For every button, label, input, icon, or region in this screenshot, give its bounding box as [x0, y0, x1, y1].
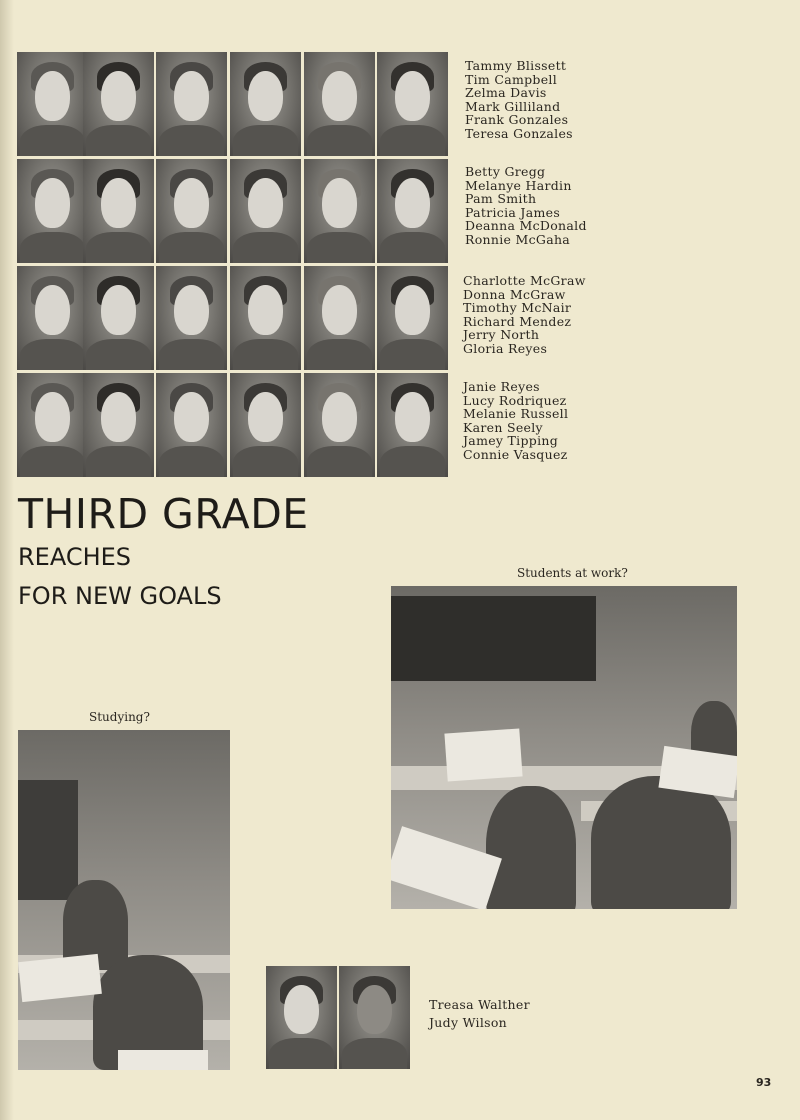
portrait-photo	[83, 266, 154, 370]
portrait-photo	[304, 52, 375, 156]
student-name: Richard Mendez	[463, 313, 572, 329]
name-list-row-2	[465, 165, 587, 247]
student-name: Timothy McNair	[463, 300, 572, 316]
portrait-photo	[230, 159, 301, 263]
student-name: Charlotte McGraw	[463, 273, 586, 288]
portrait-photo	[230, 266, 301, 370]
portrait-photo	[17, 373, 88, 477]
student-name: Karen Seely	[463, 419, 543, 435]
page-title: THIRD GRADE	[18, 490, 309, 538]
portrait-photo	[83, 159, 154, 263]
name-list-bottom	[429, 996, 530, 1032]
classroom-photo-right	[391, 586, 737, 909]
student-name: Betty Gregg	[465, 164, 546, 179]
student-name: Tammy Blissett	[465, 58, 567, 73]
name-list-row-1	[465, 59, 573, 141]
portrait-photo	[377, 266, 448, 370]
portrait-photo	[304, 266, 375, 370]
portrait-photo	[304, 159, 375, 263]
portrait-photo	[156, 266, 227, 370]
portrait-photo	[377, 52, 448, 156]
classroom-photo-left	[18, 730, 230, 1070]
portrait-photo	[377, 159, 448, 263]
student-name: Treasa Walther	[429, 997, 530, 1012]
name-list-row-3	[463, 274, 586, 356]
subtitle-line-1: REACHES	[18, 543, 132, 571]
portrait-photo	[230, 52, 301, 156]
student-name: Lucy Rodriquez	[463, 392, 567, 408]
student-name: Pam Smith	[465, 191, 537, 207]
student-name: Tim Campbell	[465, 71, 558, 87]
portrait-photo	[156, 52, 227, 156]
portrait-photo	[230, 373, 301, 477]
photo-caption-right: Students at work?	[517, 566, 628, 580]
portrait-photo	[339, 966, 410, 1069]
student-name: Donna McGraw	[463, 286, 566, 302]
portrait-photo	[17, 266, 88, 370]
student-name: Zelma Davis	[465, 85, 547, 101]
student-name: Connie Vasquez	[463, 446, 568, 462]
student-name: Teresa Gonzales	[465, 125, 573, 141]
portrait-photo	[83, 52, 154, 156]
student-name: Ronnie McGaha	[465, 231, 571, 247]
student-name: Patricia James	[465, 204, 561, 220]
portrait-photo	[304, 373, 375, 477]
page-binding-edge	[0, 0, 14, 1120]
name-list-row-4	[463, 380, 568, 462]
portrait-photo	[156, 159, 227, 263]
portrait-photo	[266, 966, 337, 1069]
portrait-photo	[17, 52, 88, 156]
student-name: Jamey Tipping	[463, 433, 559, 449]
student-name: Gloria Reyes	[463, 340, 548, 356]
student-name: Mark Gilliland	[465, 98, 561, 114]
portrait-photo	[156, 373, 227, 477]
portrait-photo	[83, 373, 154, 477]
subtitle-line-2: FOR NEW GOALS	[18, 582, 222, 610]
student-name: Janie Reyes	[463, 379, 540, 394]
student-name: Jerry North	[463, 327, 540, 343]
portrait-photo	[17, 159, 88, 263]
page-number: 93	[756, 1076, 772, 1089]
student-name: Melanye Hardin	[465, 177, 572, 193]
student-name: Melanie Russell	[463, 406, 569, 422]
student-name: Judy Wilson	[429, 1015, 508, 1030]
student-name: Deanna McDonald	[465, 218, 587, 234]
photo-caption-left: Studying?	[89, 710, 150, 724]
portrait-photo	[377, 373, 448, 477]
student-name: Frank Gonzales	[465, 112, 569, 128]
